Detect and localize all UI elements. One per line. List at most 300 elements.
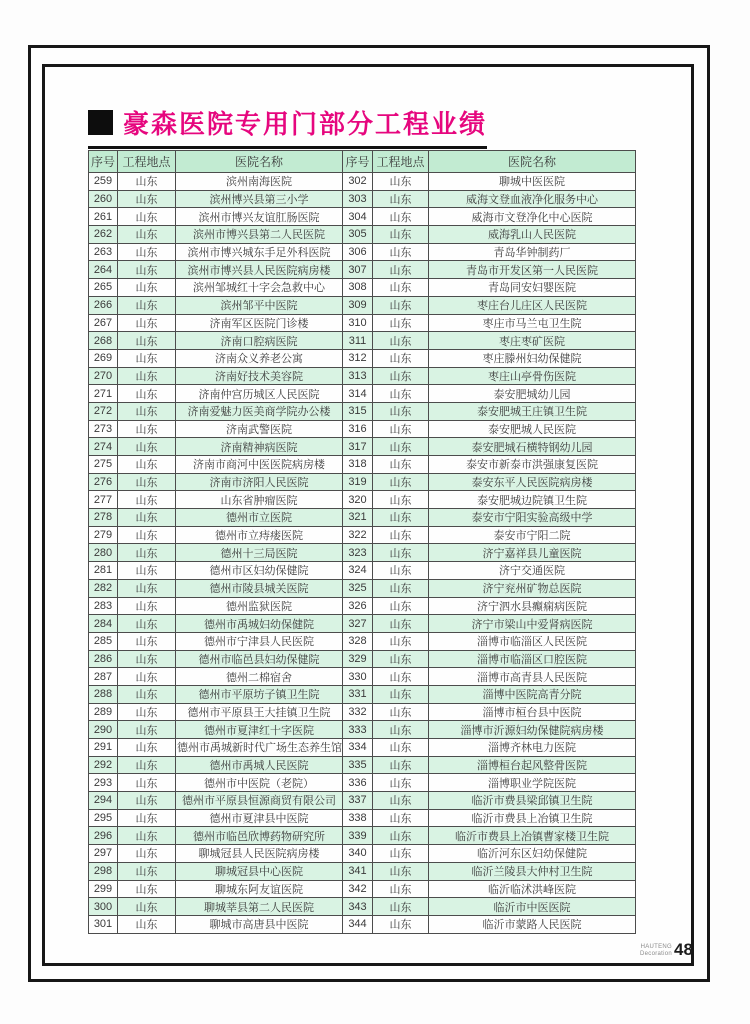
loc-right-cell: 山东 xyxy=(373,367,429,385)
loc-left-cell: 山东 xyxy=(118,668,176,686)
name-right-cell: 淄博职业学院医院 xyxy=(429,774,636,792)
name-right-cell: 淄博市临淄区口腔医院 xyxy=(429,650,636,668)
no-right-cell: 334 xyxy=(343,739,373,757)
no-right-cell: 309 xyxy=(343,296,373,314)
loc-right-cell: 山东 xyxy=(373,261,429,279)
table-row xyxy=(89,703,636,721)
table-row xyxy=(89,756,636,774)
name-right-cell: 青岛市开发区第一人民医院 xyxy=(429,261,636,279)
table-row xyxy=(89,226,636,244)
no-left-cell: 272 xyxy=(89,402,118,420)
name-right-cell: 淄博市高青县人民医院 xyxy=(429,668,636,686)
no-right-cell: 326 xyxy=(343,597,373,615)
table-row xyxy=(89,367,636,385)
table-row xyxy=(89,243,636,261)
loc-right-cell: 山东 xyxy=(373,314,429,332)
name-right-cell: 淄博市沂源妇幼保健院病房楼 xyxy=(429,721,636,739)
name-right-cell: 威海乳山人民医院 xyxy=(429,226,636,244)
page-number: 48 xyxy=(674,940,693,959)
name-left-cell: 德州市中医院（老院） xyxy=(176,774,343,792)
table-row xyxy=(89,332,636,350)
name-right-cell: 青岛华钟制药厂 xyxy=(429,243,636,261)
loc-left-cell: 山东 xyxy=(118,739,176,757)
table-row xyxy=(89,792,636,810)
loc-left-cell: 山东 xyxy=(118,243,176,261)
no-right-cell: 342 xyxy=(343,880,373,898)
table-row xyxy=(89,615,636,633)
name-right-cell: 泰安东平人民医院病房楼 xyxy=(429,473,636,491)
no-left-cell: 276 xyxy=(89,473,118,491)
name-left-cell: 滨州南海医院 xyxy=(176,173,343,191)
name-left-cell: 济南市商河中医医院病房楼 xyxy=(176,456,343,474)
no-right-cell: 332 xyxy=(343,703,373,721)
name-left-cell: 济南精神病医院 xyxy=(176,438,343,456)
no-left-cell: 264 xyxy=(89,261,118,279)
no-right-cell: 337 xyxy=(343,792,373,810)
table-row xyxy=(89,898,636,916)
name-right-cell: 临沂市费县上冶镇卫生院 xyxy=(429,809,636,827)
name-left-cell: 滨州邹平中医院 xyxy=(176,296,343,314)
loc-left-cell: 山东 xyxy=(118,845,176,863)
name-right-cell: 淄博齐林电力医院 xyxy=(429,739,636,757)
no-left-cell: 271 xyxy=(89,385,118,403)
column-header-5: 医院名称 xyxy=(429,151,636,173)
table-row xyxy=(89,862,636,880)
no-right-cell: 343 xyxy=(343,898,373,916)
no-left-cell: 268 xyxy=(89,332,118,350)
column-header-0: 序号 xyxy=(89,151,118,173)
no-left-cell: 288 xyxy=(89,685,118,703)
brand-line1: HAUTENG xyxy=(640,944,673,950)
table-row xyxy=(89,915,636,933)
column-header-4: 工程地点 xyxy=(373,151,429,173)
no-left-cell: 293 xyxy=(89,774,118,792)
no-left-cell: 294 xyxy=(89,792,118,810)
loc-right-cell: 山东 xyxy=(373,296,429,314)
loc-left-cell: 山东 xyxy=(118,898,176,916)
no-right-cell: 315 xyxy=(343,402,373,420)
name-right-cell: 泰安市新泰市洪强康复医院 xyxy=(429,456,636,474)
name-right-cell: 济宁泗水县癫痫病医院 xyxy=(429,597,636,615)
no-right-cell: 312 xyxy=(343,349,373,367)
no-right-cell: 336 xyxy=(343,774,373,792)
loc-left-cell: 山东 xyxy=(118,420,176,438)
no-left-cell: 296 xyxy=(89,827,118,845)
name-left-cell: 聊城东阿友谊医院 xyxy=(176,880,343,898)
table-row xyxy=(89,314,636,332)
table-row xyxy=(89,173,636,191)
name-left-cell: 滨州邹城红十字会急救中心 xyxy=(176,279,343,297)
no-right-cell: 317 xyxy=(343,438,373,456)
name-right-cell: 临沂临沭洪峰医院 xyxy=(429,880,636,898)
no-left-cell: 300 xyxy=(89,898,118,916)
name-right-cell: 济宁嘉祥县儿童医院 xyxy=(429,544,636,562)
loc-left-cell: 山东 xyxy=(118,632,176,650)
loc-left-cell: 山东 xyxy=(118,650,176,668)
no-left-cell: 290 xyxy=(89,721,118,739)
loc-right-cell: 山东 xyxy=(373,615,429,633)
loc-left-cell: 山东 xyxy=(118,862,176,880)
name-left-cell: 济南众义养老公寓 xyxy=(176,349,343,367)
name-left-cell: 德州二棉宿舍 xyxy=(176,668,343,686)
no-right-cell: 311 xyxy=(343,332,373,350)
name-right-cell: 泰安肥城幼儿园 xyxy=(429,385,636,403)
loc-right-cell: 山东 xyxy=(373,632,429,650)
loc-right-cell: 山东 xyxy=(373,774,429,792)
name-left-cell: 滨州市博兴县第二人民医院 xyxy=(176,226,343,244)
table-row xyxy=(89,827,636,845)
table-header-row xyxy=(89,151,636,173)
loc-left-cell: 山东 xyxy=(118,173,176,191)
table-row xyxy=(89,579,636,597)
loc-right-cell: 山东 xyxy=(373,420,429,438)
loc-right-cell: 山东 xyxy=(373,491,429,509)
no-left-cell: 285 xyxy=(89,632,118,650)
loc-left-cell: 山东 xyxy=(118,438,176,456)
name-left-cell: 济南市济阳人民医院 xyxy=(176,473,343,491)
name-left-cell: 聊城市高唐县中医院 xyxy=(176,915,343,933)
loc-right-cell: 山东 xyxy=(373,792,429,810)
loc-right-cell: 山东 xyxy=(373,243,429,261)
no-left-cell: 270 xyxy=(89,367,118,385)
no-left-cell: 283 xyxy=(89,597,118,615)
loc-left-cell: 山东 xyxy=(118,685,176,703)
table-row xyxy=(89,349,636,367)
name-left-cell: 德州市禹城新时代广场生态养生馆 xyxy=(176,739,343,757)
loc-left-cell: 山东 xyxy=(118,226,176,244)
name-left-cell: 德州市平原县王大挂镇卫生院 xyxy=(176,703,343,721)
name-right-cell: 聊城中医医院 xyxy=(429,173,636,191)
name-left-cell: 滨州市博兴县人民医院病房楼 xyxy=(176,261,343,279)
no-left-cell: 274 xyxy=(89,438,118,456)
loc-right-cell: 山东 xyxy=(373,438,429,456)
table-row xyxy=(89,402,636,420)
table-row xyxy=(89,880,636,898)
name-right-cell: 淄博桓台起风整骨医院 xyxy=(429,756,636,774)
loc-left-cell: 山东 xyxy=(118,579,176,597)
loc-left-cell: 山东 xyxy=(118,456,176,474)
no-right-cell: 302 xyxy=(343,173,373,191)
loc-left-cell: 山东 xyxy=(118,279,176,297)
name-right-cell: 济宁市梁山中爱肾病医院 xyxy=(429,615,636,633)
loc-left-cell: 山东 xyxy=(118,208,176,226)
title-block xyxy=(88,104,487,149)
table-body xyxy=(89,173,636,934)
table-row xyxy=(89,632,636,650)
loc-left-cell: 山东 xyxy=(118,792,176,810)
no-left-cell: 289 xyxy=(89,703,118,721)
loc-left-cell: 山东 xyxy=(118,880,176,898)
loc-right-cell: 山东 xyxy=(373,915,429,933)
loc-left-cell: 山东 xyxy=(118,367,176,385)
no-left-cell: 292 xyxy=(89,756,118,774)
name-right-cell: 临沂市费县梁邱镇卫生院 xyxy=(429,792,636,810)
no-right-cell: 338 xyxy=(343,809,373,827)
no-right-cell: 310 xyxy=(343,314,373,332)
loc-right-cell: 山东 xyxy=(373,226,429,244)
loc-right-cell: 山东 xyxy=(373,456,429,474)
name-left-cell: 德州市夏津县中医院 xyxy=(176,809,343,827)
name-right-cell: 威海市文登净化中心医院 xyxy=(429,208,636,226)
loc-right-cell: 山东 xyxy=(373,509,429,527)
table-row xyxy=(89,261,636,279)
table-row xyxy=(89,526,636,544)
no-right-cell: 330 xyxy=(343,668,373,686)
name-right-cell: 临沂市蒙路人民医院 xyxy=(429,915,636,933)
loc-left-cell: 山东 xyxy=(118,915,176,933)
column-header-3: 序号 xyxy=(343,151,373,173)
loc-left-cell: 山东 xyxy=(118,562,176,580)
no-left-cell: 262 xyxy=(89,226,118,244)
name-left-cell: 德州市禹城人民医院 xyxy=(176,756,343,774)
loc-right-cell: 山东 xyxy=(373,597,429,615)
no-right-cell: 322 xyxy=(343,526,373,544)
name-right-cell: 枣庄台儿庄区人民医院 xyxy=(429,296,636,314)
loc-right-cell: 山东 xyxy=(373,703,429,721)
no-right-cell: 321 xyxy=(343,509,373,527)
loc-right-cell: 山东 xyxy=(373,756,429,774)
no-left-cell: 280 xyxy=(89,544,118,562)
name-right-cell: 泰安肥城人民医院 xyxy=(429,420,636,438)
loc-right-cell: 山东 xyxy=(373,562,429,580)
name-left-cell: 山东省肿瘤医院 xyxy=(176,491,343,509)
loc-right-cell: 山东 xyxy=(373,190,429,208)
loc-left-cell: 山东 xyxy=(118,756,176,774)
name-right-cell: 临沂兰陵县大仲村卫生院 xyxy=(429,862,636,880)
no-right-cell: 344 xyxy=(343,915,373,933)
no-right-cell: 328 xyxy=(343,632,373,650)
table-row xyxy=(89,438,636,456)
loc-left-cell: 山东 xyxy=(118,544,176,562)
table-row xyxy=(89,809,636,827)
loc-right-cell: 山东 xyxy=(373,721,429,739)
loc-left-cell: 山东 xyxy=(118,703,176,721)
loc-right-cell: 山东 xyxy=(373,650,429,668)
name-right-cell: 济宁交通医院 xyxy=(429,562,636,580)
table-row xyxy=(89,473,636,491)
loc-right-cell: 山东 xyxy=(373,827,429,845)
no-right-cell: 307 xyxy=(343,261,373,279)
loc-right-cell: 山东 xyxy=(373,332,429,350)
no-right-cell: 325 xyxy=(343,579,373,597)
table-row xyxy=(89,296,636,314)
name-left-cell: 德州市区妇幼保健院 xyxy=(176,562,343,580)
table-row xyxy=(89,208,636,226)
name-right-cell: 临沂市费县上冶镇曹家楼卫生院 xyxy=(429,827,636,845)
no-left-cell: 282 xyxy=(89,579,118,597)
loc-left-cell: 山东 xyxy=(118,774,176,792)
no-left-cell: 291 xyxy=(89,739,118,757)
loc-right-cell: 山东 xyxy=(373,526,429,544)
table-row xyxy=(89,721,636,739)
name-left-cell: 济南爱魅力医美商学院办公楼 xyxy=(176,402,343,420)
name-right-cell: 枣庄山亭骨伤医院 xyxy=(429,367,636,385)
name-left-cell: 德州市宁津县人民医院 xyxy=(176,632,343,650)
no-right-cell: 306 xyxy=(343,243,373,261)
name-left-cell: 德州市立医院 xyxy=(176,509,343,527)
table-row xyxy=(89,597,636,615)
no-left-cell: 266 xyxy=(89,296,118,314)
table-row xyxy=(89,739,636,757)
loc-left-cell: 山东 xyxy=(118,827,176,845)
loc-right-cell: 山东 xyxy=(373,880,429,898)
name-right-cell: 泰安肥城王庄镇卫生院 xyxy=(429,402,636,420)
name-left-cell: 德州市平原县恒源商贸有限公司 xyxy=(176,792,343,810)
no-right-cell: 339 xyxy=(343,827,373,845)
brand-text xyxy=(640,944,672,958)
loc-left-cell: 山东 xyxy=(118,261,176,279)
no-right-cell: 331 xyxy=(343,685,373,703)
name-left-cell: 聊城莘县第二人民医院 xyxy=(176,898,343,916)
column-header-2: 医院名称 xyxy=(176,151,343,173)
name-right-cell: 枣庄滕州妇幼保健院 xyxy=(429,349,636,367)
title-square-bullet-icon xyxy=(88,110,113,135)
loc-right-cell: 山东 xyxy=(373,809,429,827)
table-row xyxy=(89,845,636,863)
loc-left-cell: 山东 xyxy=(118,332,176,350)
loc-left-cell: 山东 xyxy=(118,349,176,367)
name-left-cell: 滨州博兴县第三小学 xyxy=(176,190,343,208)
loc-right-cell: 山东 xyxy=(373,544,429,562)
no-left-cell: 277 xyxy=(89,491,118,509)
no-left-cell: 279 xyxy=(89,526,118,544)
name-left-cell: 济南好技术美容院 xyxy=(176,367,343,385)
no-right-cell: 305 xyxy=(343,226,373,244)
no-left-cell: 278 xyxy=(89,509,118,527)
no-right-cell: 333 xyxy=(343,721,373,739)
name-left-cell: 德州市临邑欣博药物研究所 xyxy=(176,827,343,845)
name-right-cell: 临沂市中医医院 xyxy=(429,898,636,916)
table-row xyxy=(89,420,636,438)
loc-right-cell: 山东 xyxy=(373,898,429,916)
page-title: 豪森医院专用门部分工程业绩 xyxy=(123,109,488,139)
name-right-cell: 泰安市宁阳实验高级中学 xyxy=(429,509,636,527)
no-right-cell: 323 xyxy=(343,544,373,562)
name-right-cell: 淄博市桓台县中医院 xyxy=(429,703,636,721)
table-row xyxy=(89,190,636,208)
no-left-cell: 275 xyxy=(89,456,118,474)
name-right-cell: 泰安肥城石横特钢幼儿园 xyxy=(429,438,636,456)
name-left-cell: 德州市临邑县妇幼保健院 xyxy=(176,650,343,668)
no-left-cell: 269 xyxy=(89,349,118,367)
no-right-cell: 341 xyxy=(343,862,373,880)
name-left-cell: 德州市夏津红十字医院 xyxy=(176,721,343,739)
name-left-cell: 德州市立痔瘘医院 xyxy=(176,526,343,544)
no-left-cell: 301 xyxy=(89,915,118,933)
loc-left-cell: 山东 xyxy=(118,190,176,208)
no-right-cell: 313 xyxy=(343,367,373,385)
loc-right-cell: 山东 xyxy=(373,349,429,367)
no-left-cell: 281 xyxy=(89,562,118,580)
loc-left-cell: 山东 xyxy=(118,473,176,491)
project-performance-table xyxy=(88,150,636,934)
name-right-cell: 淄博中医院高青分院 xyxy=(429,685,636,703)
no-left-cell: 287 xyxy=(89,668,118,686)
no-right-cell: 319 xyxy=(343,473,373,491)
loc-left-cell: 山东 xyxy=(118,385,176,403)
loc-right-cell: 山东 xyxy=(373,473,429,491)
name-left-cell: 德州市禹城妇幼保健院 xyxy=(176,615,343,633)
loc-right-cell: 山东 xyxy=(373,208,429,226)
table-row xyxy=(89,385,636,403)
table-row xyxy=(89,491,636,509)
loc-left-cell: 山东 xyxy=(118,615,176,633)
loc-right-cell: 山东 xyxy=(373,173,429,191)
name-left-cell: 德州市平原坊子镇卫生院 xyxy=(176,685,343,703)
name-right-cell: 泰安肥城边院镇卫生院 xyxy=(429,491,636,509)
no-left-cell: 267 xyxy=(89,314,118,332)
no-right-cell: 335 xyxy=(343,756,373,774)
table-row xyxy=(89,685,636,703)
loc-right-cell: 山东 xyxy=(373,279,429,297)
name-right-cell: 青岛同安妇婴医院 xyxy=(429,279,636,297)
no-right-cell: 318 xyxy=(343,456,373,474)
loc-right-cell: 山东 xyxy=(373,385,429,403)
no-left-cell: 263 xyxy=(89,243,118,261)
name-right-cell: 威海文登血液净化服务中心 xyxy=(429,190,636,208)
table-row xyxy=(89,509,636,527)
no-left-cell: 259 xyxy=(89,173,118,191)
table-row xyxy=(89,668,636,686)
loc-left-cell: 山东 xyxy=(118,296,176,314)
name-right-cell: 枣庄枣矿医院 xyxy=(429,332,636,350)
no-left-cell: 261 xyxy=(89,208,118,226)
name-left-cell: 聊城冠县人民医院病房楼 xyxy=(176,845,343,863)
name-left-cell: 滨州市博兴城东手足外科医院 xyxy=(176,243,343,261)
loc-left-cell: 山东 xyxy=(118,721,176,739)
table-row xyxy=(89,562,636,580)
no-right-cell: 320 xyxy=(343,491,373,509)
loc-right-cell: 山东 xyxy=(373,668,429,686)
brand-line2: Decoration xyxy=(640,951,673,957)
loc-right-cell: 山东 xyxy=(373,845,429,863)
name-left-cell: 济南武警医院 xyxy=(176,420,343,438)
loc-left-cell: 山东 xyxy=(118,402,176,420)
loc-left-cell: 山东 xyxy=(118,491,176,509)
loc-left-cell: 山东 xyxy=(118,597,176,615)
name-right-cell: 淄博市临淄区人民医院 xyxy=(429,632,636,650)
name-left-cell: 德州十三局医院 xyxy=(176,544,343,562)
loc-left-cell: 山东 xyxy=(118,314,176,332)
no-left-cell: 260 xyxy=(89,190,118,208)
no-left-cell: 295 xyxy=(89,809,118,827)
no-right-cell: 327 xyxy=(343,615,373,633)
name-left-cell: 济南军区医院门诊楼 xyxy=(176,314,343,332)
no-left-cell: 265 xyxy=(89,279,118,297)
no-left-cell: 299 xyxy=(89,880,118,898)
loc-right-cell: 山东 xyxy=(373,739,429,757)
no-right-cell: 314 xyxy=(343,385,373,403)
no-right-cell: 316 xyxy=(343,420,373,438)
name-right-cell: 临沂河东区妇幼保健院 xyxy=(429,845,636,863)
name-left-cell: 滨州市博兴友谊肛肠医院 xyxy=(176,208,343,226)
name-left-cell: 聊城冠县中心医院 xyxy=(176,862,343,880)
no-left-cell: 286 xyxy=(89,650,118,668)
table-row xyxy=(89,544,636,562)
table-row xyxy=(89,774,636,792)
no-right-cell: 303 xyxy=(343,190,373,208)
footer-brand xyxy=(640,942,693,958)
table-row xyxy=(89,279,636,297)
loc-right-cell: 山东 xyxy=(373,862,429,880)
table-row xyxy=(89,456,636,474)
loc-left-cell: 山东 xyxy=(118,509,176,527)
no-left-cell: 298 xyxy=(89,862,118,880)
loc-left-cell: 山东 xyxy=(118,526,176,544)
no-left-cell: 284 xyxy=(89,615,118,633)
name-left-cell: 德州监狱医院 xyxy=(176,597,343,615)
no-right-cell: 308 xyxy=(343,279,373,297)
